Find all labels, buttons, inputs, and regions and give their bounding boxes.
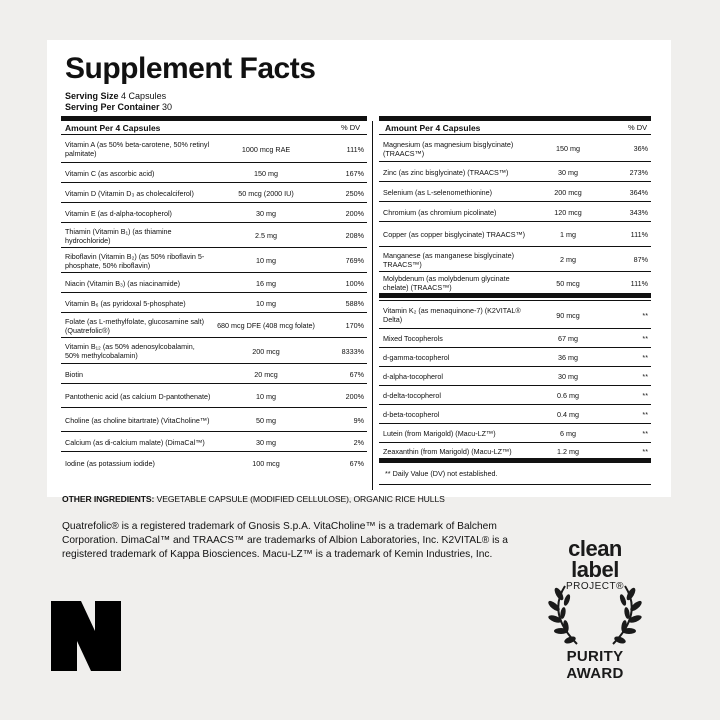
nutrient-name: Vitamin D (Vitamin D₃ as cholecalciferol) — [65, 188, 194, 198]
nutrient-name: d-beta-tocopherol — [383, 410, 440, 419]
column-divider — [372, 121, 373, 490]
nutrient-amount: 2.5 mg — [255, 231, 277, 240]
nutrient-dv: 200% — [345, 208, 364, 218]
nutrient-name: Niacin (Vitamin B₃) (as niacinamide) — [65, 278, 181, 288]
nutrient-dv: 111% — [630, 278, 648, 288]
nutrient-amount: 10 mg — [256, 391, 276, 401]
nutrient-row — [61, 451, 367, 473]
nutrient-amount: 680 mcg DFE (408 mcg folate) — [217, 321, 315, 330]
nutrient-row — [379, 134, 651, 161]
right-amount-header: Amount Per 4 Capsules — [385, 123, 481, 133]
nutrient-name: Vitamin K₂ (as menaquinone-7) (K2VITAL® Delta) — [383, 306, 521, 324]
nutrient-row — [379, 423, 651, 442]
nutrient-dv: 200% — [345, 391, 364, 401]
nutrient-row — [379, 300, 651, 328]
nutrient-dv: 343% — [629, 207, 648, 217]
nutrient-dv: 67% — [349, 369, 364, 379]
badge-line-purity: PURITY — [566, 648, 624, 665]
serving-size-label: Serving Size — [65, 91, 119, 101]
nutrient-row — [61, 247, 367, 272]
nutrient-dv: ** — [642, 353, 648, 362]
nutrient-amount: 30 mg — [256, 208, 276, 218]
nutrient-name: Biotin — [65, 369, 83, 379]
nutrient-amount: 100 mcg — [252, 458, 280, 468]
nutrient-amount: 50 mg — [256, 415, 276, 425]
nutrient-amount: 67 mg — [558, 334, 578, 343]
nutrient-name: Vitamin B₁₂ (as 50% adenosylcobalamin, 50% methylcobalamin) — [65, 342, 195, 360]
nutrient-dv: 167% — [345, 168, 364, 178]
nutrient-dv: 170% — [345, 321, 364, 330]
nutrient-amount: 0.6 mg — [557, 391, 579, 400]
nutrient-dv: 87% — [633, 255, 648, 264]
nutrient-name: Pantothenic acid (as calcium D-pantothenate) — [65, 391, 211, 401]
nutrient-dv: 100% — [345, 278, 364, 288]
nutrient-row — [61, 431, 367, 451]
nutrient-name: Riboflavin (Vitamin B₂) (as 50% riboflavin 5-phosphate, 50% riboflavin) — [65, 251, 205, 270]
dv-footnote: ** Daily Value (DV) not established. — [385, 469, 498, 478]
nutrient-row — [379, 442, 651, 458]
other-ingredients-value: VEGETABLE CAPSULE (MODIFIED CELLULOSE), ORGANIC RICE HULLS — [156, 494, 445, 504]
nutrient-name: Magnesium (as magnesium bisglycinate) (TRAACS™) — [383, 139, 514, 158]
serving-size-value: 4 Capsules — [121, 91, 167, 101]
supplement-facts-panel — [47, 40, 671, 497]
nutrient-dv: ** — [642, 391, 648, 400]
nutrient-amount: 120 mcg — [554, 207, 582, 217]
nutrient-name: Folate (as L-methylfolate, glucosamine salt) (Quatrefolic®) — [65, 316, 205, 335]
nutrient-name: Chromium (as chromium picolinate) — [383, 207, 497, 217]
nutrient-name: Vitamin A (as 50% beta-carotene, 50% retinyl palmitate) — [65, 140, 210, 158]
nutrient-row — [61, 202, 367, 222]
nutrient-amount: 2 mg — [560, 255, 576, 264]
nutrient-amount: 90 mcg — [556, 310, 580, 320]
nutrient-dv: ** — [642, 429, 648, 438]
nutrient-row — [379, 161, 651, 181]
nutrient-row — [61, 363, 367, 383]
nutrient-row — [61, 162, 367, 182]
nutrient-amount: 20 mcg — [254, 369, 278, 379]
nutrient-amount: 50 mcg — [556, 278, 580, 288]
nutrient-amount: 30 mg — [558, 372, 578, 381]
nutrient-name: Vitamin C (as ascorbic acid) — [65, 168, 155, 178]
nutrient-row — [61, 292, 367, 312]
nutrient-dv: 36% — [633, 144, 648, 153]
nutrient-row — [379, 271, 651, 293]
nutrient-dv: 2% — [353, 437, 364, 447]
nutrient-name: Iodine (as potassium iodide) — [65, 458, 155, 468]
nutrient-amount: 6 mg — [560, 429, 576, 438]
badge-line-label: label — [571, 557, 619, 582]
nutrient-row — [379, 385, 651, 404]
nutrient-amount: 1 mg — [560, 230, 576, 239]
nutrient-amount: 10 mg — [256, 298, 276, 308]
nutrient-name: Thiamin (Vitamin B₁) (as thiamine hydrochloride) — [65, 226, 172, 245]
right-dv-header: % DV — [628, 123, 648, 132]
nutrient-row — [379, 221, 651, 246]
nutrient-name: Vitamin E (as d-alpha-tocopherol) — [65, 208, 172, 218]
nutrient-amount: 30 mg — [256, 437, 276, 447]
nutrient-dv: 111% — [630, 230, 648, 239]
right-end-rule — [379, 484, 651, 485]
nutrient-amount: 200 mcg — [252, 346, 280, 356]
left-amount-header: Amount Per 4 Capsules — [65, 123, 161, 133]
servings-label: Serving Per Container — [65, 102, 160, 112]
nutrient-row — [61, 182, 367, 202]
nutrient-row — [379, 347, 651, 366]
nutrient-amount: 50 mcg (2000 IU) — [238, 188, 294, 198]
nutrient-name: Choline (as choline bitartrate) (VitaCholine™) — [65, 415, 210, 425]
trademark-notice: Quatrefolic® is a registered trademark of Gnosis S.p.A. VitaCholine™ is a trademark of Balchem Corporation. DimaCal™ and TRAACS™ are trademarks of Albion Laboratories, Inc. K2VITAL® is a registered trademark of Kappa Biosciences. Macu-LZ™ is a trademark of Kemin Industries, Inc. — [62, 521, 508, 560]
left-heavy-rule — [61, 116, 367, 121]
nutrient-amount: 200 mcg — [554, 187, 582, 197]
page-title: Supplement Facts — [65, 52, 316, 85]
nutrient-name: Manganese (as manganese bisglycinate) TRAACS™) — [383, 250, 515, 269]
nutrient-dv: 769% — [345, 256, 364, 265]
nutrient-amount: 150 mg — [556, 144, 580, 153]
nutrient-name: Lutein (from Marigold) (Macu-LZ™) — [383, 429, 496, 438]
nutrient-row — [379, 366, 651, 385]
nutrient-name: Mixed Tocopherols — [383, 334, 443, 343]
nutrient-dv: ** — [642, 310, 648, 320]
nutrient-dv: 111% — [346, 144, 364, 154]
left-dv-header: % DV — [341, 123, 361, 132]
nutrient-name: Zeaxanthin (from Marigold) (Macu-LZ™) — [383, 446, 512, 456]
nutrient-row — [61, 337, 367, 363]
other-ingredients — [62, 493, 445, 505]
nutrient-dv: 273% — [629, 167, 648, 177]
nutrient-dv: ** — [642, 334, 648, 343]
servings-value: 30 — [162, 102, 173, 112]
servings-per-container — [65, 102, 172, 113]
nutrient-row — [379, 201, 651, 221]
nutrient-amount: 1000 mcg RAE — [241, 144, 291, 154]
serving-size — [65, 91, 166, 102]
nutrient-row — [379, 246, 651, 271]
nutrient-amount: 1.2 mg — [557, 446, 579, 456]
nutrient-row — [379, 404, 651, 423]
nutrient-name: d-gamma-tocopherol — [383, 353, 450, 362]
badge-line-award: AWARD — [566, 665, 624, 682]
nutrient-dv: 588% — [345, 298, 364, 308]
nutrient-row — [61, 312, 367, 337]
brand-n-logo-icon — [51, 601, 121, 671]
nutrient-amount: 16 mg — [256, 278, 276, 288]
nutrient-amount: 10 mg — [256, 256, 276, 265]
nutrient-dv: ** — [642, 410, 648, 419]
nutrient-dv: ** — [642, 372, 648, 381]
laurel-wreath-icon — [535, 578, 655, 650]
nutrient-dv: 9% — [353, 415, 364, 425]
nutrient-name: Copper (as copper bisglycinate) TRAACS™) — [383, 230, 526, 239]
nutrient-row — [61, 222, 367, 247]
nutrient-dv: 8333% — [341, 346, 364, 356]
nutrient-name: Vitamin B₆ (as pyridoxal 5-phosphate) — [65, 298, 186, 308]
nutrient-row — [379, 328, 651, 347]
nutrient-row — [61, 407, 367, 431]
right-heavy-rule — [379, 116, 651, 121]
nutrient-name: Molybdenum (as molybdenum glycinate chelate) (TRAACS™) — [383, 274, 510, 292]
nutrient-row — [61, 272, 367, 292]
nutrient-dv: 208% — [345, 231, 364, 240]
nutrient-name: d-alpha-tocopherol — [383, 372, 443, 381]
nutrient-row — [379, 181, 651, 201]
nutrient-name: Calcium (as di-calcium malate) (DimaCal™) — [65, 437, 205, 447]
nutrient-row — [61, 134, 367, 162]
nutrient-name: Selenium (as L-selenomethionine) — [383, 187, 493, 197]
nutrient-amount: 30 mg — [558, 167, 578, 177]
nutrient-amount: 150 mg — [254, 168, 278, 178]
nutrient-amount: 36 mg — [558, 353, 578, 362]
right-mid-heavy-rule — [379, 293, 651, 298]
badge-line-project: PROJECT® — [565, 581, 625, 592]
nutrient-dv: 250% — [345, 188, 364, 198]
nutrient-row — [61, 383, 367, 407]
nutrient-dv: 67% — [349, 458, 364, 468]
right-bottom-heavy-rule — [379, 458, 651, 463]
other-ingredients-label: OTHER INGREDIENTS: — [62, 494, 155, 504]
nutrient-dv: ** — [642, 446, 648, 456]
clean-label-badge — [535, 538, 655, 688]
nutrient-amount: 0.4 mg — [557, 410, 579, 419]
nutrient-name: Zinc (as zinc bisglycinate) (TRAACS™) — [383, 167, 509, 177]
nutrient-dv: 364% — [629, 187, 648, 197]
badge-line-clean: clean — [568, 536, 622, 561]
nutrient-name: d-delta-tocopherol — [383, 391, 441, 400]
